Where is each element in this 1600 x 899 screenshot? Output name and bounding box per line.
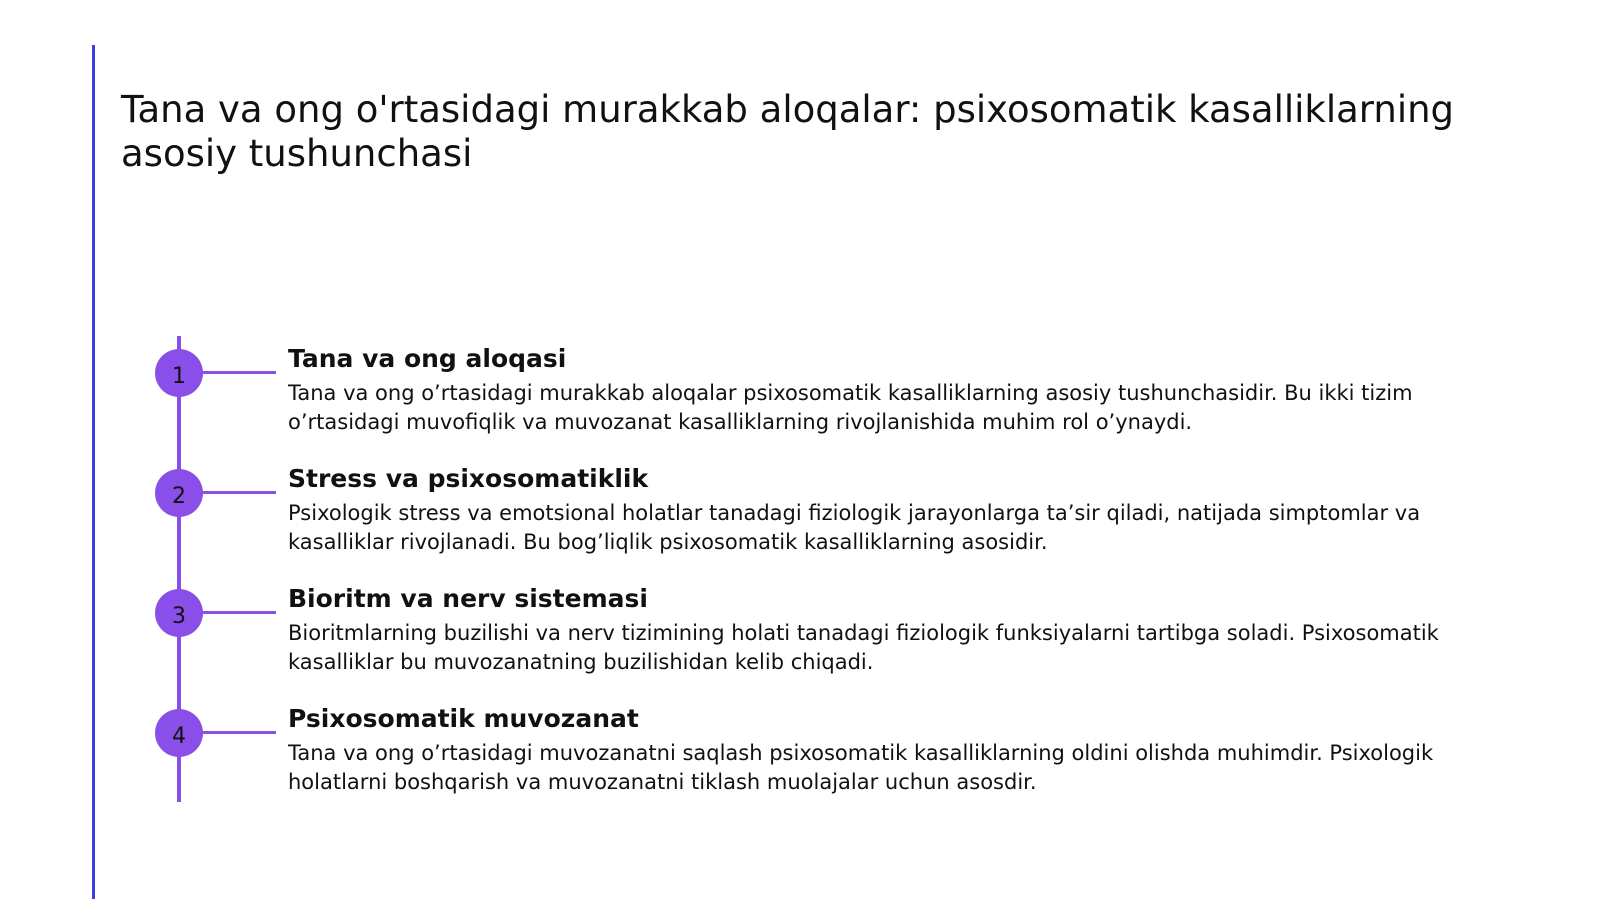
step-connector	[203, 371, 276, 374]
step-number-circle: 3	[155, 589, 203, 637]
step-heading: Stress va psixosomatiklik	[288, 464, 649, 493]
step-connector	[203, 611, 276, 614]
step-description: Tana va ong o’rtasidagi muvozanatni saqlash psixosomatik kasalliklarning oldini olishda muhimdir. Psixologik holatlarni boshqarish va muvozanatni tiklash muolajalar uchun asosdir.	[288, 741, 1434, 794]
step-connector	[203, 491, 276, 494]
step-description: Psixologik stress va emotsional holatlar tanadagi fiziologik jarayonlarga ta’sir qiladi, natijada simptomlar va kasalliklar rivojlanadi. Bu bog’liqlik psixosomatik kasalliklarning asosidir.	[288, 501, 1421, 554]
step-heading: Bioritm va nerv sistemasi	[288, 584, 648, 613]
step-heading: Tana va ong aloqasi	[288, 344, 567, 373]
step-heading: Psixosomatik muvozanat	[288, 704, 639, 733]
slide-title: Tana va ong o'rtasidagi murakkab aloqalar: psixosomatik kasalliklarning asosiy tushunchasi	[121, 88, 1455, 175]
step-number-circle: 1	[155, 349, 203, 397]
step-connector	[203, 731, 276, 734]
step-description: Tana va ong o’rtasidagi murakkab aloqalar psixosomatik kasalliklarning asosiy tushunchasidir. Bu ikki tizim o’rtasidagi muvofiqlik va muvozanat kasalliklarning rivojlanishida muhim rol o’ynaydi.	[288, 381, 1413, 434]
step-description: Bioritmlarning buzilishi va nerv tizimining holati tanadagi fiziologik funksiyalarni tartibga soladi. Psixosomatik kasalliklar bu muvozanatning buzilishidan kelib chiqadi.	[288, 621, 1439, 674]
step-number-circle: 4	[155, 709, 203, 757]
step-number-circle: 2	[155, 469, 203, 517]
